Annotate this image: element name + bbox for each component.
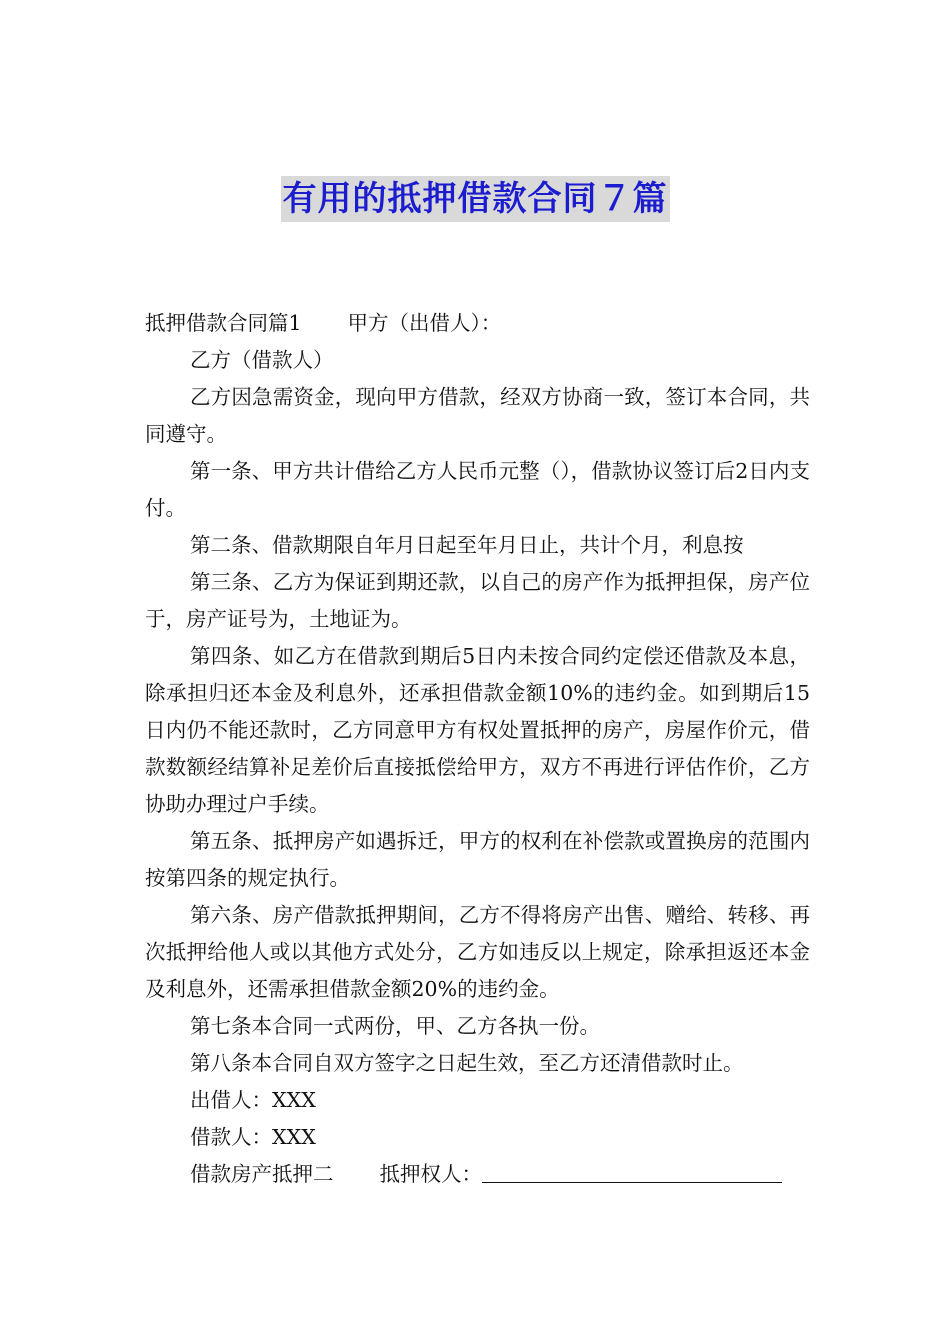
paragraph: 第四条、如乙方在借款到期后5日内未按合同约定偿还借款及本息，除承担归还本金及利息外，还承担借款金额10%的违约金。如到期后15日内仍不能还款时，乙方同意甲方有权处置抵押的房产，房屋作价元，借款数额经结算补足差价后直接抵偿给甲方，双方不再进行评估作价，乙方协助办理过户手续。 bbox=[145, 644, 810, 816]
paragraph: 乙方因急需资金，现向甲方借款，经双方协商一致，签订本合同，共同遵守。 bbox=[145, 385, 810, 446]
borrower-signature: 借款人：XXX bbox=[190, 1125, 316, 1149]
paragraph: 第三条、乙方为保证到期还款，以自己的房产作为抵押担保，房产位于，房产证号为，土地证为。 bbox=[145, 570, 810, 631]
paragraph: 第八条本合同自双方签字之日起生效，至乙方还清借款时止。 bbox=[190, 1051, 744, 1075]
paragraph: 第五条、抵押房产如遇拆迁，甲方的权利在补偿款或置换房的范围内按第四条的规定执行。 bbox=[145, 829, 810, 890]
contract-heading-line bbox=[145, 305, 810, 342]
paragraph: 乙方（借款人） bbox=[190, 348, 334, 372]
mortgage-line bbox=[145, 1156, 810, 1193]
document-title: 有用的抵押借款合同７篇 bbox=[281, 176, 670, 222]
contract-heading: 抵押借款合同篇1 bbox=[145, 311, 302, 335]
paragraph: 第一条、甲方共计借给乙方人民币元整（），借款协议签订后2日内支付。 bbox=[145, 459, 810, 520]
paragraph: 第七条本合同一式两份，甲、乙方各执一份。 bbox=[190, 1014, 600, 1038]
document-body bbox=[145, 305, 810, 1193]
mortgagee-label: 抵押权人： bbox=[379, 1162, 482, 1186]
lender-label: 甲方（出借人）： bbox=[347, 311, 502, 335]
paragraph: 第六条、房产借款抵押期间，乙方不得将房产出售、赠给、转移、再次抵押给他人或以其他方式处分，乙方如违反以上规定，除承担返还本金及利息外，还需承担借款金额20%的违约金。 bbox=[145, 903, 810, 1001]
title-wrap bbox=[0, 176, 950, 222]
lender-signature: 出借人：XXX bbox=[190, 1088, 316, 1112]
paragraph: 第二条、借款期限自年月日起至年月日止，共计个月，利息按 bbox=[190, 533, 744, 557]
mortgage-heading: 借款房产抵押二 bbox=[190, 1162, 334, 1186]
mortgagee-blank-line bbox=[482, 1160, 782, 1183]
